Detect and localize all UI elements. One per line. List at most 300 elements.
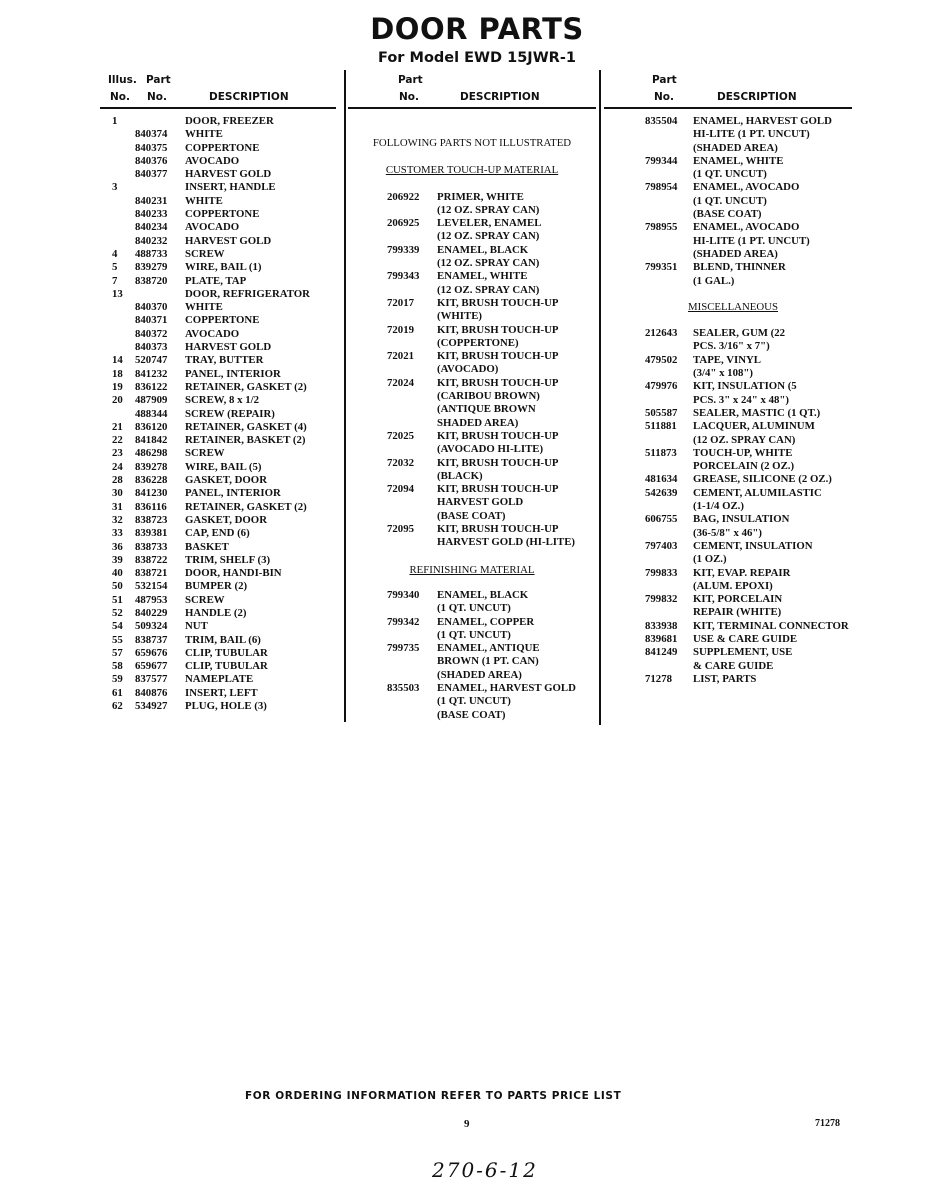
part-description: LEVELER, ENAMEL (437, 217, 542, 230)
table-row (100, 394, 336, 407)
column-divider (599, 70, 601, 725)
header-rule (100, 107, 336, 109)
part-number: 799342 (387, 615, 420, 628)
part-description-detail: (12 OZ. SPRAY CAN) (437, 283, 540, 296)
part-description: SCREW (185, 447, 225, 460)
part-number: 487953 (135, 593, 168, 606)
part-description: ENAMEL, AVOCADO (693, 221, 800, 234)
table-row (100, 461, 336, 474)
illus-number: 21 (112, 420, 123, 433)
part-description-detail: SHADED AREA) (437, 416, 519, 429)
part-number: 488733 (135, 247, 168, 260)
part-number: 840229 (135, 606, 168, 619)
part-number: 509324 (135, 620, 168, 633)
part-number: 840373 (135, 341, 168, 354)
part-description: ENAMEL, ANTIQUE (437, 642, 540, 655)
header-illus: Illus. (108, 74, 137, 86)
table-row (100, 434, 336, 447)
part-description: SEALER, GUM (22 (693, 327, 786, 340)
part-number: 72019 (387, 323, 414, 336)
table-row (100, 248, 336, 261)
part-description: ENAMEL, WHITE (693, 154, 784, 167)
part-description: SCREW, 8 x 1/2 (185, 394, 259, 407)
part-description-detail: REPAIR (WHITE) (693, 606, 782, 619)
table-row (100, 554, 336, 567)
table-row (100, 381, 336, 394)
table-row (604, 115, 852, 155)
part-description: KIT, BRUSH TOUCH-UP (437, 456, 559, 469)
part-description: GASKET, DOOR (185, 474, 267, 487)
table-row (100, 447, 336, 460)
part-description-detail: (COPPERTONE) (437, 336, 519, 349)
part-number: 838720 (135, 274, 168, 287)
part-description: ENAMEL, BLACK (437, 588, 529, 601)
part-description: HARVEST GOLD (185, 234, 272, 247)
table-row (604, 646, 852, 673)
parts-list (604, 115, 852, 288)
part-number: 206922 (387, 190, 420, 203)
illus-number: 51 (112, 593, 123, 606)
part-number: 836116 (135, 500, 167, 513)
table-row (100, 142, 336, 155)
part-description: CLIP, TUBULAR (185, 660, 268, 673)
table-row (348, 589, 596, 616)
part-number: 72021 (387, 350, 414, 363)
table-row (348, 244, 596, 271)
part-description-detail: (12 OZ. SPRAY CAN) (437, 203, 540, 216)
table-row (348, 523, 596, 550)
illus-number: 22 (112, 434, 123, 447)
part-description-detail: (12 OZ. SPRAY CAN) (437, 257, 540, 270)
column-header (348, 74, 596, 108)
part-number: 659677 (135, 660, 168, 673)
parts-list (348, 589, 596, 722)
part-description: DOOR, HANDI-BIN (185, 567, 282, 580)
part-description: CEMENT, ALUMILASTIC (693, 486, 822, 499)
illus-number: 57 (112, 646, 123, 659)
part-description: SCREW (185, 593, 225, 606)
part-description: WIRE, BAIL (5) (185, 460, 262, 473)
table-row (604, 221, 852, 261)
table-row (604, 540, 852, 567)
part-description-detail: (ANTIQUE BROWN (437, 403, 536, 416)
parts-list (604, 327, 852, 686)
table-row (100, 208, 336, 221)
part-number: 799340 (387, 588, 420, 601)
table-row (100, 501, 336, 514)
part-number: 836120 (135, 420, 168, 433)
table-row (100, 527, 336, 540)
part-number: 487909 (135, 394, 168, 407)
table-row (604, 181, 852, 221)
table-row (100, 408, 336, 421)
part-number: 71278 (645, 672, 672, 685)
part-description: BASKET (185, 540, 229, 553)
part-description: ENAMEL, AVOCADO (693, 181, 800, 194)
part-description-detail: (1 QT. UNCUT) (437, 602, 511, 615)
illus-number: 62 (112, 700, 123, 713)
table-row (100, 275, 336, 288)
table-row (604, 380, 852, 407)
part-number: 840232 (135, 234, 168, 247)
part-number: 839381 (135, 527, 168, 540)
table-row (100, 660, 336, 673)
part-description-detail: (1 QT. UNCUT) (693, 168, 767, 181)
part-description: WHITE (185, 194, 223, 207)
table-row (100, 700, 336, 713)
part-number: 511881 (645, 420, 677, 433)
part-description: PLATE, TAP (185, 274, 247, 287)
table-row (348, 616, 596, 643)
part-description-detail: (WHITE) (437, 310, 482, 323)
handwritten-note: 270-6-12 (432, 1158, 538, 1182)
part-description-detail: (3/4" x 108") (693, 367, 753, 380)
part-description: RETAINER, GASKET (2) (185, 380, 307, 393)
part-number: 481634 (645, 473, 678, 486)
part-description-detail: HARVEST GOLD (HI-LITE) (437, 536, 576, 549)
part-number: 838733 (135, 540, 168, 553)
part-number: 799344 (645, 154, 678, 167)
part-number: 212643 (645, 327, 678, 340)
part-number: 798954 (645, 181, 678, 194)
page-number: 9 (464, 1118, 470, 1130)
part-number: 799343 (387, 270, 420, 283)
table-row (604, 633, 852, 646)
column-2 (348, 74, 596, 722)
part-description-detail: (AVOCADO) (437, 363, 499, 376)
table-row (348, 324, 596, 351)
table-row (100, 580, 336, 593)
part-number: 799735 (387, 642, 420, 655)
illus-number: 39 (112, 553, 123, 566)
part-description: HANDLE (2) (185, 606, 247, 619)
part-description: INSERT, LEFT (185, 686, 258, 699)
part-description: SUPPLEMENT, USE (693, 646, 793, 659)
part-number: 542639 (645, 486, 678, 499)
ordering-note: FOR ORDERING INFORMATION REFER TO PARTS PRICE LIST (245, 1090, 622, 1102)
part-description: HARVEST GOLD (185, 168, 272, 181)
header-part-no: No. (399, 91, 419, 103)
table-row (100, 368, 336, 381)
header-part: Part (146, 74, 171, 86)
table-row (100, 235, 336, 248)
table-row (100, 487, 336, 500)
part-description-detail: PCS. 3" x 24" x 48") (693, 393, 789, 406)
part-description: HARVEST GOLD (185, 341, 272, 354)
part-number: 799833 (645, 566, 678, 579)
part-number: 836228 (135, 474, 168, 487)
header-description: DESCRIPTION (717, 91, 797, 103)
illus-number: 19 (112, 380, 123, 393)
part-number: 798955 (645, 221, 678, 234)
part-description-detail: PORCELAIN (2 OZ.) (693, 460, 795, 473)
part-number: 840876 (135, 686, 168, 699)
table-row (100, 115, 336, 128)
part-number: 841842 (135, 434, 168, 447)
table-row (604, 620, 852, 633)
part-description: LACQUER, ALUMINUM (693, 420, 815, 433)
part-description: TOUCH-UP, WHITE (693, 446, 793, 459)
table-row (100, 328, 336, 341)
part-number: 838723 (135, 513, 168, 526)
part-description: BAG, INSULATION (693, 513, 790, 526)
header-part: Part (398, 74, 423, 86)
part-number: 488344 (135, 407, 168, 420)
part-number: 838721 (135, 567, 168, 580)
part-description: WIRE, BAIL (1) (185, 261, 262, 274)
part-description: KIT, BRUSH TOUCH-UP (437, 350, 559, 363)
part-description: ENAMEL, HARVEST GOLD (693, 115, 832, 127)
part-number: 840375 (135, 141, 168, 154)
part-description: KIT, BRUSH TOUCH-UP (437, 376, 559, 389)
illus-number: 1 (112, 115, 118, 127)
part-description-detail: (12 OZ. SPRAY CAN) (693, 433, 796, 446)
table-row (100, 341, 336, 354)
part-description: RETAINER, GASKET (2) (185, 500, 307, 513)
part-number: 835504 (645, 115, 678, 127)
column-1 (100, 74, 336, 713)
part-description: INSERT, HANDLE (185, 181, 276, 194)
part-description: TAPE, VINYL (693, 353, 761, 366)
part-description-detail: & CARE GUIDE (693, 659, 774, 672)
part-number: 840374 (135, 128, 168, 141)
part-description: WHITE (185, 301, 223, 314)
table-row (100, 301, 336, 314)
part-description: AVOCADO (185, 327, 240, 340)
part-description-detail: (BASE COAT) (437, 708, 506, 721)
part-description: LIST, PARTS (693, 672, 757, 685)
illus-number: 20 (112, 394, 123, 407)
header-part-no: No. (654, 91, 674, 103)
table-row (100, 288, 336, 301)
table-row (348, 217, 596, 244)
part-number: 839279 (135, 261, 168, 274)
illus-number: 33 (112, 527, 123, 540)
part-description: KIT, TERMINAL CONNECTOR (693, 619, 849, 632)
part-description: GASKET, DOOR (185, 513, 267, 526)
part-description: TRAY, BUTTER (185, 354, 264, 367)
part-number: 505587 (645, 406, 678, 419)
parts-list (348, 191, 596, 550)
page-title: DOOR PARTS (370, 12, 584, 46)
part-description: COPPERTONE (185, 314, 260, 327)
table-row (100, 421, 336, 434)
header-part: Part (652, 74, 677, 86)
table-row (100, 634, 336, 647)
column-divider (344, 70, 346, 722)
header-part-no: No. (147, 91, 167, 103)
part-number: 72094 (387, 483, 414, 496)
part-number: 797403 (645, 539, 678, 552)
part-description: NAMEPLATE (185, 673, 254, 686)
table-row (100, 541, 336, 554)
table-row (604, 447, 852, 474)
part-number: 840231 (135, 194, 168, 207)
not-illustrated-note: FOLLOWING PARTS NOT ILLUSTRATED (372, 137, 572, 149)
table-row (604, 261, 852, 288)
table-row (100, 647, 336, 660)
part-number: 838722 (135, 553, 168, 566)
part-number: 841230 (135, 487, 168, 500)
part-description-detail: (BLACK) (437, 469, 483, 482)
part-number: 840372 (135, 327, 168, 340)
part-description: TRIM, BAIL (6) (185, 633, 261, 646)
part-description: PANEL, INTERIOR (185, 487, 281, 500)
part-description-detail: (1 QT. UNCUT) (437, 695, 511, 708)
part-number: 837577 (135, 673, 168, 686)
table-row (604, 407, 852, 420)
table-row (100, 168, 336, 181)
part-description: BLEND, THINNER (693, 261, 786, 274)
part-description: PLUG, HOLE (3) (185, 700, 267, 713)
illus-number: 61 (112, 686, 123, 699)
part-description-detail: (SHADED AREA) (693, 247, 778, 260)
part-description-detail: (1 OZ.) (693, 553, 727, 566)
part-description-detail: HI-LITE (1 PT. UNCUT) (693, 128, 810, 141)
table-row (100, 128, 336, 141)
part-number: 833938 (645, 619, 678, 632)
part-description: TRIM, SHELF (3) (185, 553, 271, 566)
table-row (348, 430, 596, 457)
part-number: 840233 (135, 208, 168, 221)
part-description: WHITE (185, 128, 223, 141)
table-row (100, 181, 336, 194)
part-description: KIT, EVAP. REPAIR (693, 566, 791, 579)
table-row (100, 155, 336, 168)
table-row (604, 155, 852, 182)
part-description-detail: (1 QT. UNCUT) (693, 194, 767, 207)
part-number: 72025 (387, 429, 414, 442)
illus-number: 18 (112, 367, 123, 380)
part-description: ENAMEL, HARVEST GOLD (437, 681, 576, 694)
table-row (604, 487, 852, 514)
illus-number: 13 (112, 287, 123, 300)
illus-number: 36 (112, 540, 123, 553)
part-description: SCREW (185, 247, 225, 260)
part-description: SEALER, MASTIC (1 QT.) (693, 406, 821, 419)
table-row (348, 483, 596, 523)
table-row (348, 642, 596, 682)
model-subtitle: For Model EWD 15JWR-1 (378, 50, 576, 66)
column-3 (604, 74, 852, 686)
part-description-detail: (AVOCADO HI-LITE) (437, 443, 544, 456)
part-description: USE & CARE GUIDE (693, 632, 798, 645)
part-description: SCREW (REPAIR) (185, 407, 275, 420)
illus-number: 5 (112, 261, 118, 274)
part-description: BUMPER (2) (185, 580, 248, 593)
illus-number: 4 (112, 247, 118, 260)
part-number: 839681 (645, 632, 678, 645)
part-description: NUT (185, 620, 208, 633)
part-description: KIT, BRUSH TOUCH-UP (437, 323, 559, 336)
table-row (100, 221, 336, 234)
illus-number: 52 (112, 606, 123, 619)
part-description: KIT, BRUSH TOUCH-UP (437, 483, 559, 496)
document-code: 71278 (815, 1118, 840, 1129)
column-header (604, 74, 852, 108)
part-description: CLIP, TUBULAR (185, 646, 268, 659)
part-number: 799339 (387, 243, 420, 256)
part-description: KIT, BRUSH TOUCH-UP (437, 296, 559, 309)
table-row (100, 195, 336, 208)
illus-number: 30 (112, 487, 123, 500)
table-row (604, 327, 852, 354)
part-number: 479976 (645, 380, 678, 393)
part-description-detail: (SHADED AREA) (693, 141, 778, 154)
part-description: KIT, BRUSH TOUCH-UP (437, 523, 559, 536)
part-description-detail: (BASE COAT) (437, 509, 506, 522)
part-number: 840377 (135, 168, 168, 181)
illus-number: 24 (112, 460, 123, 473)
part-description: ENAMEL, COPPER (437, 615, 535, 628)
column-header (100, 74, 336, 108)
part-description-detail: (1 QT. UNCUT) (437, 628, 511, 641)
part-number: 532154 (135, 580, 168, 593)
header-rule (604, 107, 852, 109)
header-description: DESCRIPTION (209, 91, 289, 103)
part-description: CAP, END (6) (185, 527, 250, 540)
part-number: 659676 (135, 646, 168, 659)
table-row (100, 354, 336, 367)
part-description: CEMENT, INSULATION (693, 539, 813, 552)
illus-number: 55 (112, 633, 123, 646)
part-description: RETAINER, BASKET (2) (185, 434, 306, 447)
part-number: 835503 (387, 681, 420, 694)
illus-number: 59 (112, 673, 123, 686)
part-number: 72095 (387, 523, 414, 536)
illus-number: 3 (112, 181, 118, 194)
part-description-detail: (BASE COAT) (693, 208, 762, 221)
part-number: 72024 (387, 376, 414, 389)
table-row (100, 594, 336, 607)
part-number: 799351 (645, 261, 678, 274)
illus-number: 32 (112, 513, 123, 526)
table-row (348, 297, 596, 324)
part-number: 534927 (135, 700, 168, 713)
part-number: 839278 (135, 460, 168, 473)
illus-number: 7 (112, 274, 118, 287)
illus-number: 28 (112, 474, 123, 487)
part-description: KIT, PORCELAIN (693, 593, 783, 606)
part-number: 606755 (645, 513, 678, 526)
part-description-detail: (ALUM. EPOXI) (693, 579, 773, 592)
part-number: 72032 (387, 456, 414, 469)
illus-number: 40 (112, 567, 123, 580)
table-row (100, 314, 336, 327)
part-description-detail: BROWN (1 PT. CAN) (437, 655, 539, 668)
part-description: ENAMEL, WHITE (437, 270, 528, 283)
part-description-detail: (SHADED AREA) (437, 668, 522, 681)
table-row (604, 473, 852, 486)
part-number: 838737 (135, 633, 168, 646)
section-heading-refinishing: REFINISHING MATERIAL (409, 563, 535, 576)
part-description: KIT, BRUSH TOUCH-UP (437, 429, 559, 442)
illus-number: 23 (112, 447, 123, 460)
part-description: PRIMER, WHITE (437, 190, 524, 203)
illus-number: 31 (112, 500, 123, 513)
table-row (604, 673, 852, 686)
part-description-detail: HARVEST GOLD (437, 496, 524, 509)
part-description: PANEL, INTERIOR (185, 367, 281, 380)
part-number: 799832 (645, 593, 678, 606)
table-row (348, 457, 596, 484)
part-description: ENAMEL, BLACK (437, 243, 529, 256)
part-number: 841232 (135, 367, 168, 380)
table-row (604, 354, 852, 381)
part-description-detail: (CARIBOU BROWN) (437, 390, 540, 403)
section-heading-miscellaneous: MISCELLANEOUS (688, 300, 778, 313)
illus-number: 50 (112, 580, 123, 593)
